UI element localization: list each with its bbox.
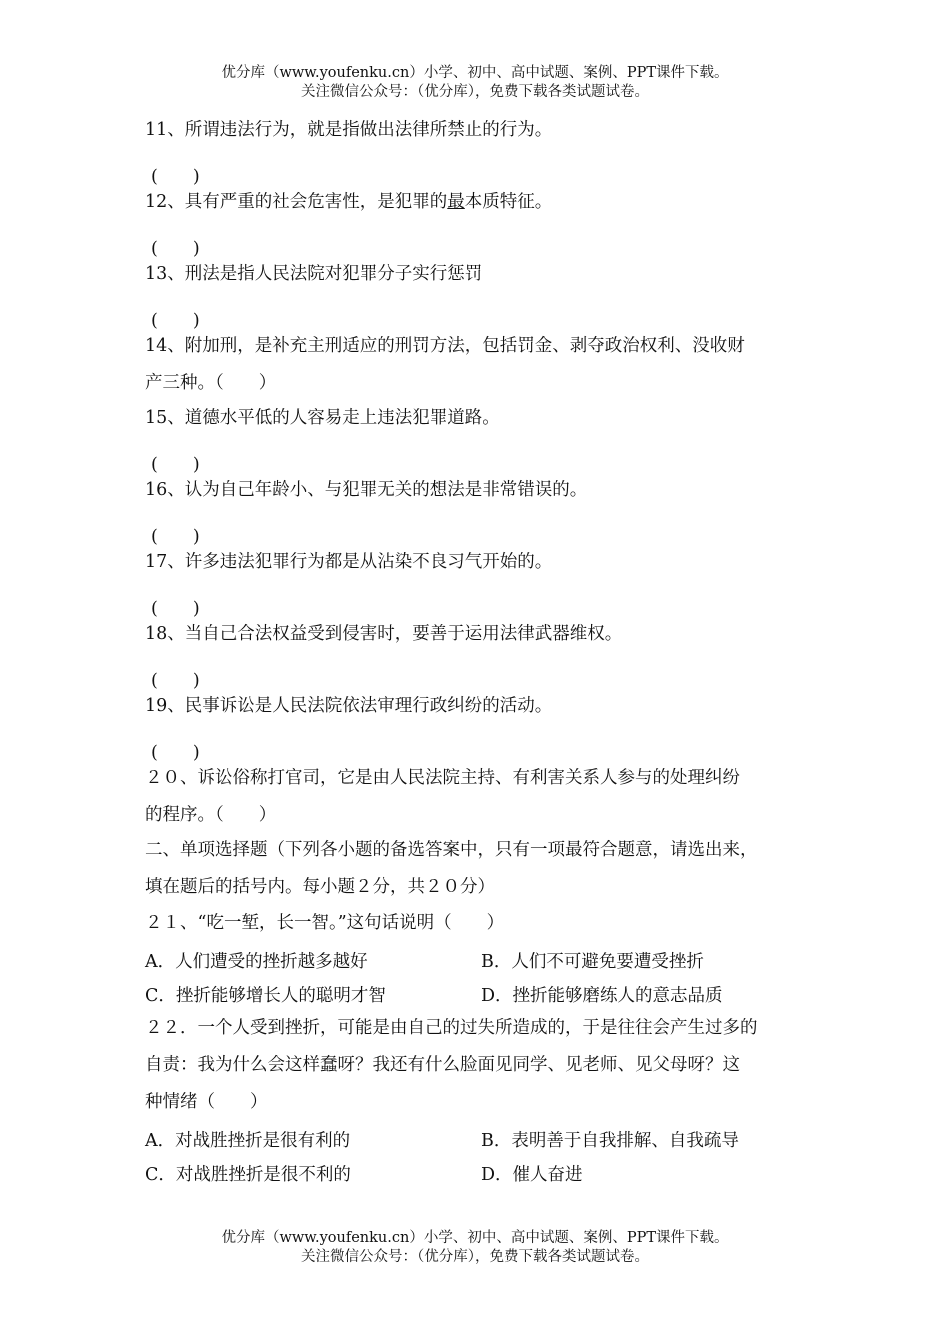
- question-12: [145, 191, 552, 213]
- question-11: 11、所谓违法行为，就是指做出法律所禁止的行为。: [145, 120, 553, 140]
- section-2-instructions: 填在题后的括号内。每小题２分，共２０分）: [145, 877, 495, 897]
- q22-option-d[interactable]: D．催人奋进: [481, 1165, 583, 1185]
- question-13: 13、刑法是指人民法院对犯罪分子实行惩罚: [145, 264, 483, 284]
- answer-blank-18[interactable]: ( ): [151, 671, 200, 691]
- answer-blank-13[interactable]: ( ): [151, 311, 200, 331]
- answer-blank-17[interactable]: ( ): [151, 599, 200, 619]
- question-22-line-2: 自责：我为什么会这样蠢呀？我还有什么脸面见同学、见老师、见父母呀？这: [145, 1055, 740, 1075]
- question-17: 17、许多违法犯罪行为都是从沾染不良习气开始的。: [145, 552, 553, 572]
- answer-blank-12[interactable]: ( ): [151, 239, 200, 259]
- question-12-post: 本质特征。: [464, 192, 553, 212]
- question-14-cont: 产三种。（ ）: [145, 373, 277, 393]
- q22-option-a[interactable]: A．对战胜挫折是很有利的: [145, 1131, 351, 1151]
- question-15: 15、道德水平低的人容易走上违法犯罪道路。: [145, 408, 500, 428]
- question-19: 19、民事诉讼是人民法院依法审理行政纠纷的活动。: [145, 696, 553, 716]
- question-21: ２１、“吃一堑，长一智。”这句话说明（ ）: [145, 913, 505, 933]
- header-line-1: 优分库（www.youfenku.cn）小学、初中、高中试题、案例、PPT课件下载。: [221, 65, 729, 81]
- page-header: [0, 64, 950, 102]
- page-footer: [0, 1229, 950, 1267]
- question-16: 16、认为自己年龄小、与犯罪无关的想法是非常错误的。: [145, 480, 588, 500]
- answer-blank-19[interactable]: ( ): [151, 743, 200, 763]
- question-22: ２２．一个人受到挫折，可能是由自己的过失所造成的，于是往往会产生过多的: [145, 1018, 758, 1038]
- q21-option-c[interactable]: C．挫折能够增长人的聪明才智: [145, 986, 386, 1006]
- question-22-line-3: 种情绪（ ）: [145, 1092, 268, 1112]
- footer-line-2: 关注微信公众号：（优分库），免费下载各类试题试卷。: [301, 1249, 649, 1265]
- answer-blank-15[interactable]: ( ): [151, 455, 200, 475]
- question-20-cont: 的程序。（ ）: [145, 805, 277, 825]
- q22-option-c[interactable]: C．对战胜挫折是很不利的: [145, 1165, 351, 1185]
- answer-blank-16[interactable]: ( ): [151, 527, 200, 547]
- q22-option-b[interactable]: B．表明善于自我排解、自我疏导: [481, 1131, 739, 1151]
- q21-option-d[interactable]: D．挫折能够磨练人的意志品质: [481, 986, 723, 1006]
- question-18: 18、当自己合法权益受到侵害时，要善于运用法律武器维权。: [145, 624, 623, 644]
- q21-option-a[interactable]: A．人们遭受的挫折越多越好: [145, 952, 368, 972]
- answer-blank-11[interactable]: ( ): [151, 167, 200, 187]
- header-line-2: 关注微信公众号：（优分库），免费下载各类试题试卷。: [301, 84, 649, 100]
- question-20: ２０、诉讼俗称打官司，它是由人民法院主持、有利害关系人参与的处理纠纷: [145, 768, 740, 788]
- question-12-pre: 12、具有严重的社会危害性，是犯罪的: [145, 192, 448, 212]
- footer-line-1: 优分库（www.youfenku.cn）小学、初中、高中试题、案例、PPT课件下载。: [221, 1230, 729, 1246]
- question-14: 14、附加刑，是补充主刑适应的刑罚方法，包括罚金、剥夺政治权利、没收财: [145, 336, 745, 356]
- section-2-title: 二、单项选择题（下列各小题的备选答案中，只有一项最符合题意，请选出来，: [145, 840, 758, 860]
- q21-option-b[interactable]: B．人们不可避免要遭受挫折: [481, 952, 704, 972]
- question-12-underlined: 最: [447, 192, 465, 212]
